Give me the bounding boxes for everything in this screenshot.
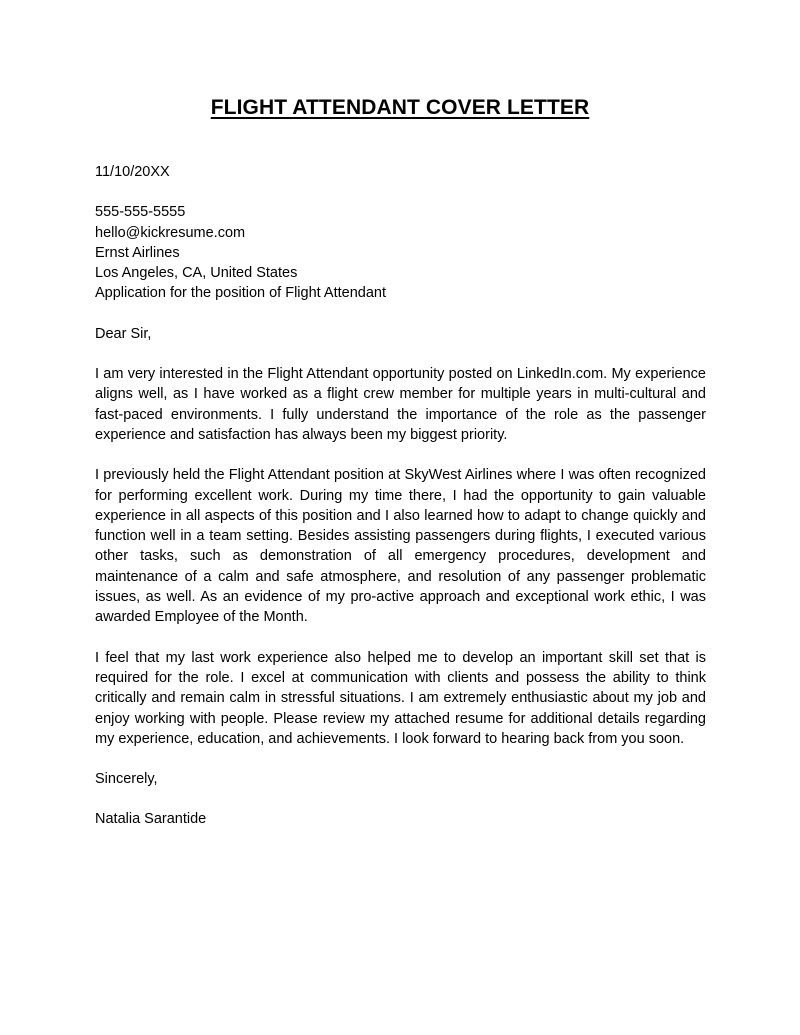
contact-block [95,202,706,303]
body-paragraph-2: I previously held the Flight Attendant position at SkyWest Airlines where I was often recognized for performing excellent work. During my time there, I had the opportunity to gain valuable experience in all aspects of this position and I also learned how to adapt to change quickly and function well in a team setting. Besides assisting passengers during flights, I executed various other tasks, such as demonstration of all emergency procedures, development and maintenance of a calm and safe atmosphere, and resolution of any passenger problematic issues, as well. As an evidence of my pro-active approach and exceptional work ethic, I was awarded Employee of the Month. [95,467,706,626]
contact-email: hello@kickresume.com [95,224,246,241]
body-paragraph-3: I feel that my last work experience also helped me to develop an important skill set that is required for the role. I excel at communication with clients and possess the ability to think critically and remain calm in stressful situations. I am extremely enthusiastic about my job and enjoy working with people. Please review my attached resume for additional details regarding my experience, education, and achievements. I look forward to hearing back from you soon. [95,649,706,747]
recipient-company: Ernst Airlines [95,244,180,261]
letter-date: 11/10/20XX [95,164,170,180]
contact-phone: 555-555-5555 [95,204,186,221]
letter-body [95,162,706,830]
document-title: FLIGHT ATTENDANT COVER LETTER [210,96,590,119]
body-paragraph-1: I am very interested in the Flight Attendant opportunity posted on LinkedIn.com. My experience aligns well, as I have worked as a flight crew member for multiple years in multi-cultural and fast-paced environments. I fully understand the importance of the role as the passenger experience and satisfaction has always been my biggest priority. [95,366,706,443]
letter-subject: Application for the position of Flight Attendant [95,285,386,302]
closing: Sincerely, [95,771,158,788]
recipient-location: Los Angeles, CA, United States [95,265,298,282]
salutation: Dear Sir, [95,325,152,342]
signature-name: Natalia Sarantide [95,811,207,828]
